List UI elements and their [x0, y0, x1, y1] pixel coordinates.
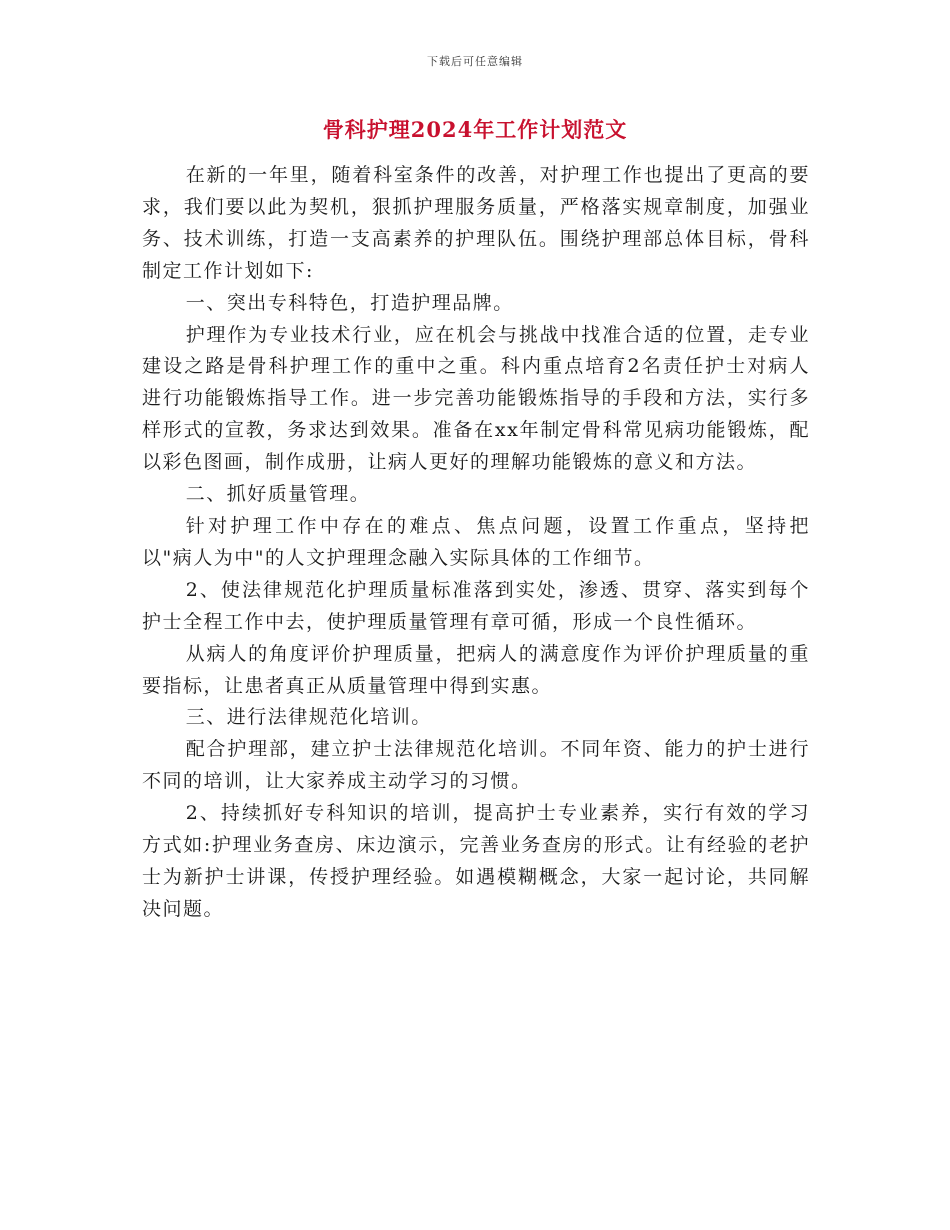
section-heading-1: 一、突出专科特色，打造护理品牌。 [185, 291, 514, 314]
document-body [142, 160, 810, 926]
paragraph: 针对护理工作中存在的难点、焦点问题，设置工作重点，坚持把以"病人为中"的人文护理理念融入实际具体的工作细节。 [142, 514, 810, 569]
paragraph: 2、使法律规范化护理质量标准落到实处，渗透、贯穿、落实到每个护士全程工作中去，使护理质量管理有章可循，形成一个良性循环。 [142, 578, 810, 633]
paragraph-intro: 在新的一年里，随着科室条件的改善，对护理工作也提出了更高的要求，我们要以此为契机，狠抓护理服务质量，严格落实规章制度，加强业务、技术训练，打造一支高素养的护理队伍。围绕护理部总体目标，骨科制定工作计划如下: [142, 164, 810, 282]
section-heading-3: 三、进行法律规范化培训。 [185, 706, 432, 729]
header-note: 下载后可任意编辑 [427, 55, 523, 68]
document-title: 骨科护理2024年工作计划范文 [322, 117, 628, 142]
paragraph: 配合护理部，建立护士法律规范化培训。不同年资、能力的护士进行不同的培训，让大家养成主动学习的习惯。 [142, 738, 810, 793]
paragraph: 护理作为专业技术行业，应在机会与挑战中找准合适的位置，走专业建设之路是骨科护理工作的重中之重。科内重点培育2名责任护士对病人进行功能锻炼指导工作。进一步完善功能锻炼指导的手段和方法，实行多样形式的宣教，务求达到效果。准备在xx年制定骨科常见病功能锻炼，配以彩色图画，制作成册，让病人更好的理解功能锻炼的意义和方法。 [142, 323, 810, 474]
section-heading-2: 二、抓好质量管理。 [185, 483, 371, 506]
paragraph: 从病人的角度评价护理质量，把病人的满意度作为评价护理质量的重要指标，让患者真正从质量管理中得到实惠。 [142, 642, 810, 697]
paragraph: 2、持续抓好专科知识的培训，提高护士专业素养，实行有效的学习方式如:护理业务查房、床边演示，完善业务查房的形式。让有经验的老护士为新护士讲课，传授护理经验。如遇模糊概念，大家一起讨论，共同解决问题。 [142, 802, 810, 920]
